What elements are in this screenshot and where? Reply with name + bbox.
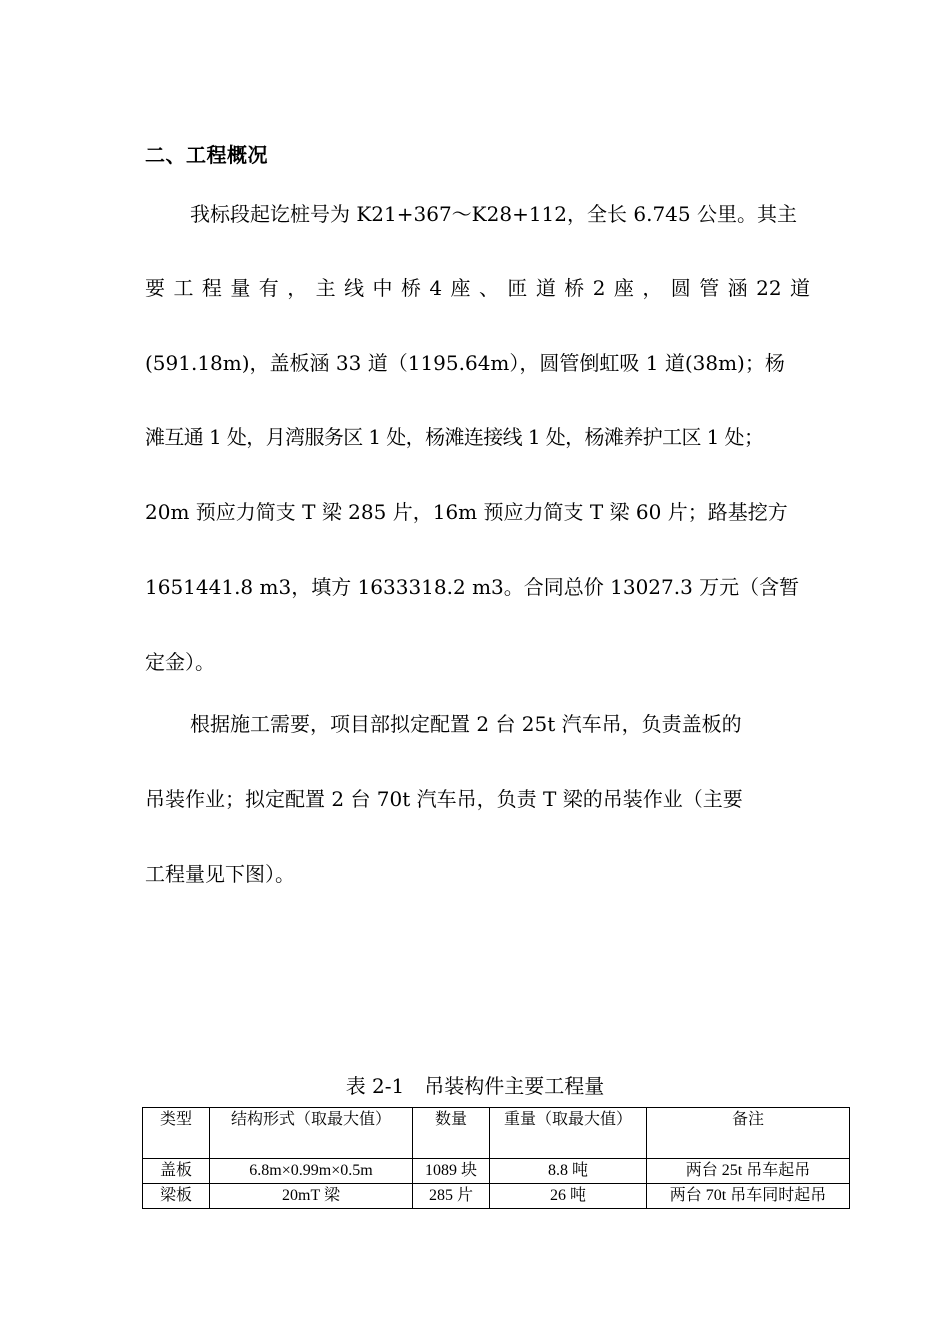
justified-word: 22: [756, 276, 782, 300]
justified-word: 道: [535, 276, 556, 300]
justified-word: 管: [699, 276, 720, 300]
justified-word: ，: [287, 276, 308, 300]
cell-weight: 8.8 吨: [490, 1159, 647, 1184]
header-weight: 重量（取最大值）: [490, 1108, 647, 1159]
paragraph1-line6: 1651441.8 m3，填方 1633318.2 m3。合同总价 13027.3 万元（含暂: [145, 575, 800, 599]
justified-word: 座: [450, 276, 471, 300]
justified-word: 2: [592, 276, 606, 300]
header-structure: 结构形式（取最大值）: [210, 1108, 413, 1159]
cell-remark: 两台 70t 吊车同时起吊: [647, 1184, 850, 1209]
cell-remark: 两台 25t 吊车起吊: [647, 1159, 850, 1184]
paragraph2-line3: 工程量见下图）。: [145, 862, 295, 886]
paragraph1-line7: 定金）。: [145, 650, 215, 674]
table-caption: 表 2-1 吊装构件主要工程量: [345, 1074, 605, 1098]
header-remark: 备注: [647, 1108, 850, 1159]
justified-word: 、: [478, 276, 499, 300]
paragraph1-line4: 滩互通 1 处，月湾服务区 1 处，杨滩连接线 1 处，杨滩养护工区 1 处；: [145, 425, 764, 449]
header-quantity: 数量: [413, 1108, 490, 1159]
quantities-table: [142, 1107, 850, 1209]
cell-quantity: 1089 块: [413, 1159, 490, 1184]
cell-structure: 6.8m×0.99m×0.5m: [210, 1159, 413, 1184]
paragraph1-line3: (591.18m)，盖板涵 33 道（1195.64m），圆管倒虹吸 1 道(38m)；杨: [145, 351, 785, 375]
cell-structure: 20mT 梁: [210, 1184, 413, 1209]
justified-word: 涵: [727, 276, 748, 300]
justified-word: 主: [315, 276, 336, 300]
justified-word: 要: [145, 276, 165, 300]
justified-word: 桥: [400, 276, 421, 300]
justified-word: 线: [344, 276, 365, 300]
header-type: 类型: [143, 1108, 210, 1159]
justified-word: 工: [173, 276, 194, 300]
justified-word: 中: [372, 276, 393, 300]
justified-word: 桥: [564, 276, 585, 300]
justified-word: 有: [258, 276, 279, 300]
cell-quantity: 285 片: [413, 1184, 490, 1209]
justified-word: 程: [201, 276, 222, 300]
cell-weight: 26 吨: [490, 1184, 647, 1209]
table-row: [143, 1159, 850, 1184]
justified-word: 4: [429, 276, 443, 300]
table-row: [143, 1184, 850, 1209]
justified-word: 匝: [507, 276, 528, 300]
justified-word: 座: [613, 276, 634, 300]
section-heading: 二、工程概况: [145, 143, 268, 167]
justified-word: 道: [789, 276, 810, 300]
cell-type: 盖板: [143, 1159, 210, 1184]
paragraph2-line2: 吊装作业；拟定配置 2 台 70t 汽车吊，负责 T 梁的吊装作业（主要: [145, 787, 743, 811]
paragraph2-line1: 根据施工需要，项目部拟定配置 2 台 25t 汽车吊，负责盖板的: [190, 712, 742, 736]
justified-word: 圆: [670, 276, 691, 300]
cell-type: 梁板: [143, 1184, 210, 1209]
justified-word: ，: [642, 276, 663, 300]
paragraph1-line2: [145, 274, 810, 302]
table-header-row: [143, 1108, 850, 1159]
justified-word: 量: [230, 276, 251, 300]
paragraph1-line5: 20m 预应力简支 T 梁 285 片，16m 预应力简支 T 梁 60 片；路基挖方: [145, 500, 788, 524]
paragraph1-line1: 我标段起讫桩号为 K21+367～K28+112，全长 6.745 公里。其主: [190, 202, 797, 226]
